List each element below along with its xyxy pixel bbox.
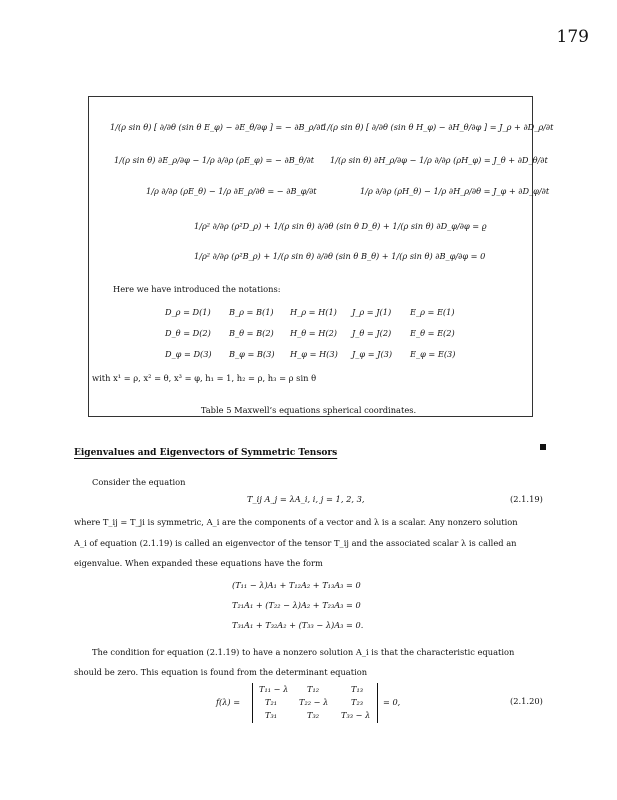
paragraph-2-line-1: The condition for equation (2.1.19) to have a nonzero solution A_i is that the characteristic equation bbox=[92, 647, 515, 657]
det-cell: T₃₁ bbox=[265, 710, 278, 720]
paragraph-1-line-2: A_i of equation (2.1.19) is called an eigenvector of the tensor T_ij and the associated scalar λ is called an bbox=[74, 538, 517, 548]
det-cell: T₁₂ bbox=[307, 684, 320, 694]
paragraph-2-line-2: should be zero. This equation is found from the determinant equation bbox=[74, 667, 368, 677]
maxwell-right-eq-1: 1/(ρ sin θ) [ ∂/∂θ (sin θ H_φ) − ∂H_θ/∂φ ] = J_ρ + ∂D_ρ/∂t bbox=[322, 122, 554, 132]
det-cell: T₂₁ bbox=[265, 697, 278, 707]
notation-cell: E_θ = E(2) bbox=[410, 328, 455, 338]
divergence-eq-1: 1/ρ² ∂/∂ρ (ρ²D_ρ) + 1/(ρ sin θ) ∂/∂θ (sin θ D_θ) + 1/(ρ sin θ) ∂D_φ/∂φ = ϱ bbox=[194, 221, 487, 231]
det-cell: T₃₂ bbox=[307, 710, 320, 720]
notation-cell: J_ρ = J(1) bbox=[352, 307, 392, 317]
notation-cell: B_ρ = B(1) bbox=[229, 307, 274, 317]
notation-cell: H_φ = H(3) bbox=[290, 349, 338, 359]
divergence-eq-2: 1/ρ² ∂/∂ρ (ρ²B_ρ) + 1/(ρ sin θ) ∂/∂θ (sin θ B_θ) + 1/(ρ sin θ) ∂B_φ/∂φ = 0 bbox=[194, 251, 486, 261]
notation-cell: E_ρ = E(1) bbox=[410, 307, 455, 317]
determinant-rhs: = 0, bbox=[383, 697, 401, 707]
maxwell-right-eq-3: 1/ρ ∂/∂ρ (ρH_θ) − 1/ρ ∂H_ρ/∂θ = J_φ + ∂D_φ/∂t bbox=[360, 186, 550, 196]
notation-cell: B_φ = B(3) bbox=[229, 349, 275, 359]
det-cell: T₃₃ − λ bbox=[341, 710, 371, 720]
expanded-system-row-3: T₃₁A₁ + T₃₂A₂ + (T₃₃ − λ)A₃ = 0. bbox=[232, 620, 364, 630]
end-of-example-marker bbox=[540, 444, 546, 450]
determinant-lhs: f(λ) = bbox=[216, 697, 241, 707]
det-cell: T₁₁ − λ bbox=[259, 684, 289, 694]
det-cell: T₁₃ bbox=[351, 684, 364, 694]
notation-cell: B_θ = B(2) bbox=[229, 328, 274, 338]
paragraph-1-line-1: where T_ij = T_ji is symmetric, A_i are the components of a vector and λ is a scalar. Any nonzero solution bbox=[74, 517, 518, 527]
maxwell-right-eq-2: 1/(ρ sin θ) ∂H_ρ/∂φ − 1/ρ ∂/∂ρ (ρH_φ) = J_θ + ∂D_θ/∂t bbox=[330, 155, 548, 165]
equation-2-1-19: T_ij A_j = λA_i, i, j = 1, 2, 3, bbox=[247, 494, 365, 504]
notation-cell: D_θ = D(2) bbox=[165, 328, 211, 338]
consider-text: Consider the equation bbox=[92, 477, 186, 487]
maxwell-left-eq-2: 1/(ρ sin θ) ∂E_ρ/∂φ − 1/ρ ∂/∂ρ (ρE_φ) = − ∂B_θ/∂t bbox=[114, 155, 315, 165]
table-caption: Table 5 Maxwell’s equations spherical coordinates. bbox=[200, 405, 417, 415]
paragraph-1-line-3: eigenvalue. When expanded these equations have the form bbox=[74, 558, 323, 568]
notation-cell: H_θ = H(2) bbox=[290, 328, 337, 338]
det-cell: T₂₃ bbox=[351, 697, 364, 707]
section-heading: Eigenvalues and Eigenvectors of Symmetric Tensors bbox=[74, 448, 338, 458]
notation-cell: J_φ = J(3) bbox=[352, 349, 393, 359]
expanded-system-row-1: (T₁₁ − λ)A₁ + T₁₂A₂ + T₁₃A₃ = 0 bbox=[232, 580, 361, 590]
notation-intro: Here we have introduced the notations: bbox=[113, 284, 281, 294]
determinant-matrix bbox=[252, 683, 378, 723]
coordinate-definitions: with x¹ = ρ, x² = θ, x³ = φ, h₁ = 1, h₂ = ρ, h₃ = ρ sin θ bbox=[92, 373, 317, 383]
notation-cell: D_φ = D(3) bbox=[165, 349, 212, 359]
notation-cell: J_θ = J(2) bbox=[352, 328, 392, 338]
expanded-system-row-2: T₂₁A₁ + (T₂₂ − λ)A₂ + T₂₃A₃ = 0 bbox=[232, 600, 361, 610]
page-number: 179 bbox=[556, 27, 589, 47]
maxwell-left-eq-3: 1/ρ ∂/∂ρ (ρE_θ) − 1/ρ ∂E_ρ/∂θ = − ∂B_φ/∂t bbox=[146, 186, 317, 196]
det-cell: T₂₂ − λ bbox=[299, 697, 329, 707]
notation-cell: H_ρ = H(1) bbox=[290, 307, 337, 317]
equation-number-2-1-19: (2.1.19) bbox=[510, 494, 543, 504]
notation-cell: D_ρ = D(1) bbox=[165, 307, 211, 317]
notation-cell: E_φ = E(3) bbox=[410, 349, 456, 359]
equation-number-2-1-20: (2.1.20) bbox=[510, 696, 543, 706]
maxwell-left-eq-1: 1/(ρ sin θ) [ ∂/∂θ (sin θ E_φ) − ∂E_θ/∂φ ] = − ∂B_ρ/∂t bbox=[110, 122, 324, 132]
